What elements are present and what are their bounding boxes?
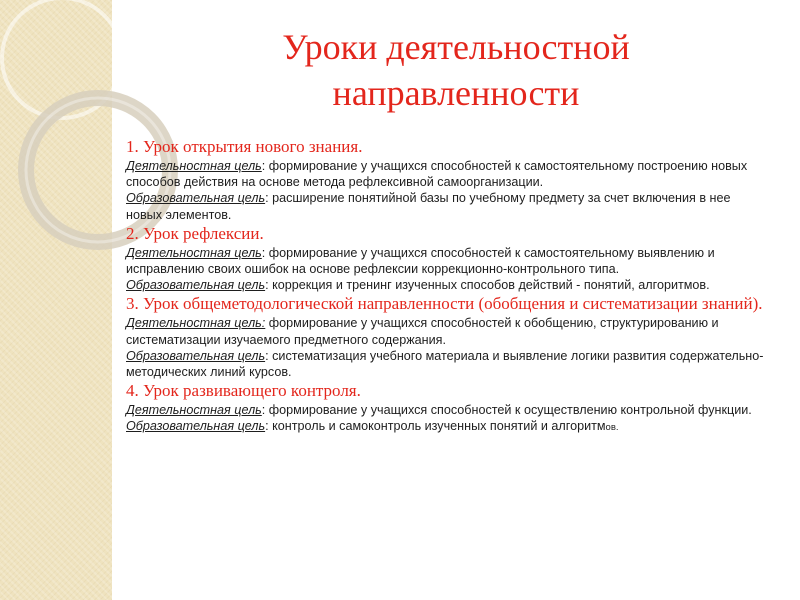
- lesson-3: [126, 293, 766, 380]
- educational-goal-text: : расширение понятийной базы по учебному предмету за счет включения в нее новых элементов.: [126, 191, 731, 222]
- activity-goal: [126, 245, 766, 277]
- activity-goal-label: Деятельностная цель: [126, 245, 262, 260]
- educational-goal-label: Образовательная цель: [126, 348, 266, 363]
- educational-goal-label: Образовательная цель: [126, 278, 266, 293]
- activity-goal-text: формирование у учащихся способностей к обобщению, структурированию и систематизации изучаемого предметного содержания.: [126, 316, 719, 347]
- activity-goal-label: Деятельностная цель:: [126, 316, 266, 331]
- educational-goal-tail: ов.: [605, 422, 619, 434]
- slide-title: [112, 24, 800, 116]
- lesson-1: [126, 136, 766, 223]
- lesson-heading: 1. Урок открытия нового знания.: [126, 137, 363, 156]
- educational-goal-text: : контроль и самоконтроль изученных понятий и алгоритм: [265, 419, 606, 434]
- educational-goal-text: : систематизация учебного материала и выявление логики развития содержательно-методических линий курсов.: [126, 348, 764, 380]
- activity-goal-label: Деятельностная цель: [126, 403, 262, 418]
- lesson-heading: 2. Урок рефлексии.: [126, 223, 264, 243]
- lesson-2: [126, 223, 766, 294]
- activity-goal-text: : формирование у учащихся способностей к самостоятельному выявлению и исправлению своих ошибок на основе рефлексии коррекционно-контрольного типа.: [126, 245, 715, 277]
- activity-goal: [126, 402, 766, 418]
- lesson-4: [126, 380, 766, 436]
- lesson-heading: 4. Урок развивающего контроля.: [126, 381, 361, 401]
- activity-goal-text: : формирование у учащихся способностей к самостоятельному построению новых способов действия на основе метода рефлексивной самоорганизации.: [126, 159, 748, 190]
- slide-title-line-2: направленности: [332, 73, 580, 113]
- lesson-heading: 3. Урок общеметодологической направленности (обобщения и систематизации знаний).: [126, 294, 763, 314]
- educational-goal: [126, 418, 766, 436]
- educational-goal: [126, 277, 766, 293]
- educational-goal-text: : коррекция и тренинг изученных способов действий - понятий, алгоритмов.: [265, 278, 710, 293]
- activity-goal-label: Деятельностная цель: [126, 159, 262, 173]
- activity-goal-text: : формирование у учащихся способностей к осуществлению контрольной функции.: [261, 403, 752, 418]
- slide-title-line-1: Уроки деятельностной: [282, 27, 630, 67]
- activity-goal: [126, 158, 766, 190]
- lessons-list: [126, 136, 766, 437]
- educational-goal-label: Образовательная цель: [126, 191, 266, 206]
- educational-goal-label: Образовательная цель: [126, 419, 266, 434]
- educational-goal: [126, 348, 766, 380]
- educational-goal: [126, 190, 766, 222]
- activity-goal: [126, 315, 766, 347]
